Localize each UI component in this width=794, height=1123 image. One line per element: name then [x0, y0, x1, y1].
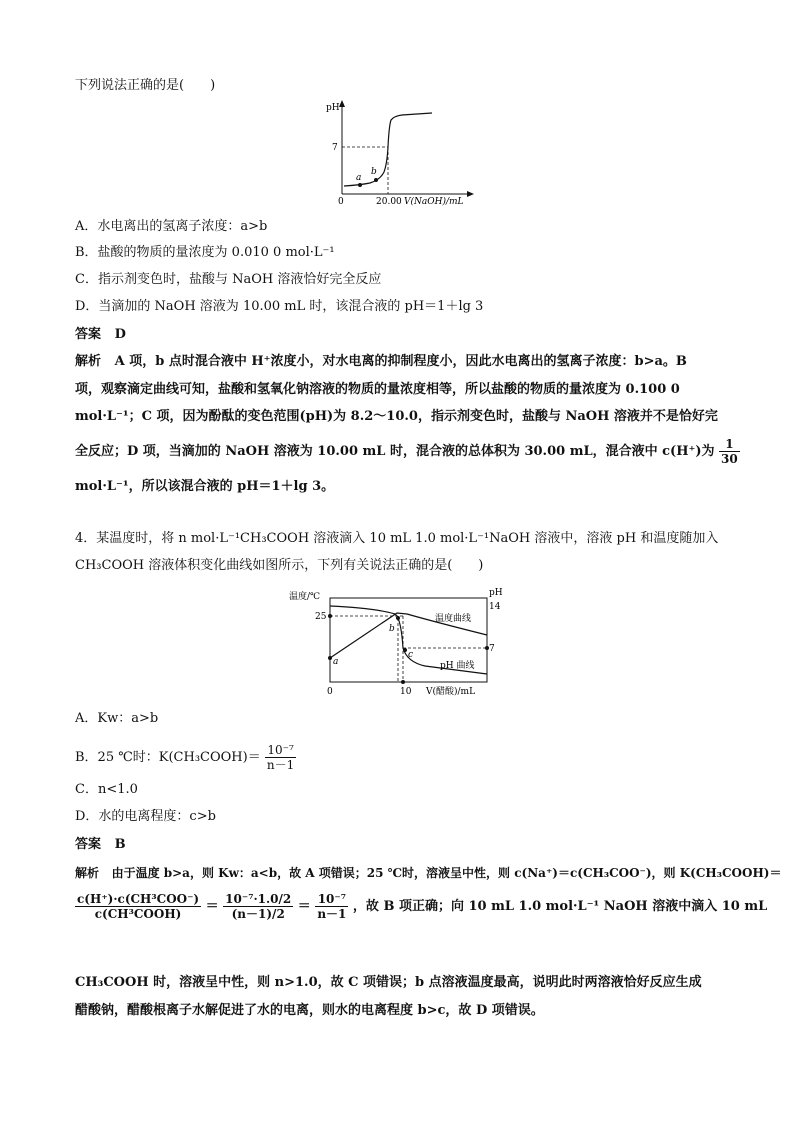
q4-graph-c-label: c: [408, 650, 414, 660]
q4-analysis-line-1: 解析 由于温度 b>a，则 Kw：a<b，故 A 项错误；25 ℃时，溶液呈中性，则 c(Na⁺)＝c(CH₃COO⁻)，则 K(CH₃COOH)＝: [75, 866, 782, 880]
q4-option-b: B．25 ℃时：K(CH₃COOH)＝ $\frac{\text{10⁻⁷}}{n-1}$: [75, 743, 295, 772]
q4-eq-right: $\frac{\text{10⁻⁷}}{n-1}$: [317, 892, 347, 921]
q3-graph-xlabel: V(NaOH)/mL: [404, 197, 464, 207]
q3-graph-xtick: 20.00: [376, 197, 402, 207]
q3-titration-graph: [320, 96, 480, 208]
q4-analysis-label: 解析: [75, 866, 100, 880]
q3-graph-ytick-7: 7: [332, 143, 338, 153]
q4-graph-xlabel: V(醋酸)/mL: [426, 687, 476, 697]
q4-eq-left: $\frac{\text{c(H⁺)·c(CH³COO⁻)}}{\text{c(CH³COOH)}}$: [77, 892, 200, 921]
q3-option-d: D．当滴加的 NaOH 溶液为 10.00 mL 时，该混合液的 pH＝1＋lg 3: [75, 299, 484, 314]
q4-answer: [75, 836, 126, 854]
q4-point-b: [396, 616, 400, 620]
q3-graph-ylabel: pH: [326, 103, 340, 113]
q4-graph-right-tick-14: 14: [489, 602, 501, 612]
q3-answer-label: 答案: [75, 327, 102, 342]
q4-option-c: C．n<1.0: [75, 782, 138, 797]
q4-graph-left-tick: 25: [315, 612, 327, 622]
q4-point-c: [403, 648, 407, 652]
q3-analysis-label: 解析: [75, 354, 102, 369]
q3-graph-a-label: a: [356, 173, 362, 183]
q3-analysis-line-2: 项，观察滴定曲线可知，盐酸和氢氧化钠溶液的物质的量浓度相等，所以盐酸的物质的量浓度为 0.100 0: [75, 382, 680, 397]
q4-analysis-equation: $\frac{\text{c(H⁺)·c(CH³COO⁻)}}{\text{c(CH³COOH)}}$ ＝ $\frac{\text{10⁻⁷·1.0/2}}{(n-1)/2}$ ＝ $\frac{\text{10⁻⁷}}{n-1}$ ，故 B 项正确；向 10 mL 1.0 mol·L⁻¹ NaOH 溶液中滴入 10 mL: [77, 892, 768, 921]
q4-stem-line-1: 4．某温度时，将 n mol·L⁻¹CH₃COOH 溶液滴入 10 mL 1.0 mol·L⁻¹NaOH 溶液中，溶液 pH 和温度随加入: [75, 531, 719, 546]
q4-stem-line-2: CH₃COOH 溶液体积变化曲线如图所示，下列有关说法正确的是( ): [75, 558, 484, 573]
q3-option-a: A．水电离出的氢离子浓度：a>b: [75, 219, 268, 234]
q4-graph-a-label: a: [333, 657, 339, 667]
q3-answer-value: D: [114, 327, 126, 342]
q3-answer: [75, 326, 126, 344]
q4-option-a: A．Kw：a>b: [75, 711, 159, 726]
q4-graph-b-label: b: [389, 624, 395, 634]
q3-graph-b-label: b: [371, 167, 377, 177]
q4-analysis-line-4: 醋酸钠，醋酸根离子水解促进了水的电离，则水的电离程度 b>c，故 D 项错误。: [75, 1003, 544, 1018]
q4-option-b-fraction: $\frac{\text{10⁻⁷}}{n-1}$: [266, 743, 295, 772]
q3-graph-origin: 0: [338, 197, 344, 207]
q4-ph-curve-label: pH 曲线: [440, 661, 475, 671]
q4-answer-label: 答案: [75, 837, 102, 852]
q4-graph-right-label: pH: [489, 588, 503, 598]
q4-temperature-ph-graph: [285, 588, 515, 700]
q3-fraction: $\frac{1}{30}$: [721, 437, 738, 466]
q4-analysis-line-3: CH₃COOH 时，溶液呈中性，则 n>1.0，故 C 项错误；b 点溶液温度最高，说明此时两溶液恰好反应生成: [75, 975, 702, 990]
q4-graph-left-label: 温度/℃: [289, 592, 321, 602]
q3-analysis-line-1: 解析 A 项，b 点时混合液中 H⁺浓度小，对水电离的抑制程度小，因此水电离出的氢离子浓度：b>a。B: [75, 354, 687, 369]
q4-temp-curve-label: 温度曲线: [435, 614, 472, 624]
q3-point-b: [374, 178, 378, 182]
q3-option-c: C．指示剂变色时，盐酸与 NaOH 溶液恰好完全反应: [75, 272, 382, 287]
q4-graph-origin: 0: [327, 687, 333, 697]
q3-analysis-line-4: 全反应；D 项，当滴加的 NaOH 溶液为 10.00 mL 时，混合液的总体积为 30.00 mL，混合液中 c(H⁺)为 $\frac{1}{30}$: [75, 437, 738, 466]
q3-analysis-line-5: mol·L⁻¹，所以该混合液的 pH＝1＋lg 3。: [75, 479, 335, 494]
q4-point-a: [328, 656, 332, 660]
q3-point-a: [358, 183, 362, 187]
q3-stem: 下列说法正确的是( ): [75, 78, 216, 93]
q4-answer-value: B: [114, 837, 126, 852]
q4-graph-right-tick-7: 7: [489, 644, 495, 654]
q4-graph-xtick: 10: [400, 687, 412, 697]
q4-eq-mid: $\frac{\text{10⁻⁷·1.0/2}}{(n-1)/2}$: [225, 892, 292, 921]
q3-option-b: B．盐酸的物质的量浓度为 0.010 0 mol·L⁻¹: [75, 245, 335, 260]
q3-analysis-line-3: mol·L⁻¹；C 项，因为酚酞的变色范围(pH)为 8.2～10.0，指示剂变色时，盐酸与 NaOH 溶液并不是恰好完: [75, 409, 718, 424]
q4-option-d: D．水的电离程度：c>b: [75, 809, 216, 824]
